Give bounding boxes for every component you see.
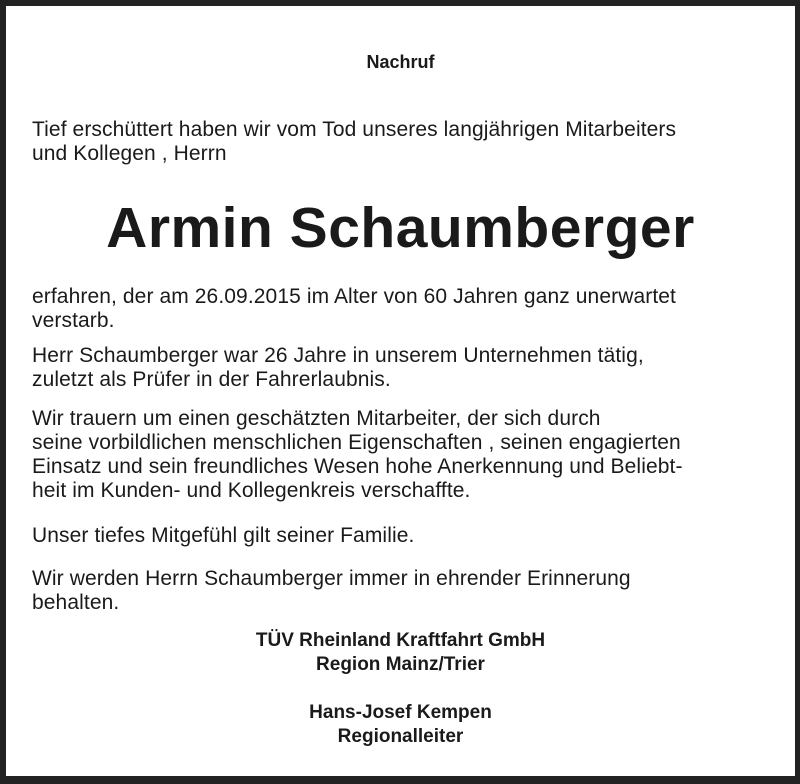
text-line: Wir werden Herrn Schaumberger immer in ehrender Erinnerung	[32, 567, 631, 590]
text-line: heit im Kunden- und Kollegenkreis verschaffte.	[32, 479, 471, 502]
intro-line: Tief erschüttert haben wir vom Tod unseres langjährigen Mitarbeiters	[32, 118, 677, 141]
deceased-name: Armin Schaumberger	[106, 196, 695, 260]
text-line: zuletzt als Prüfer in der Fahrerlaubnis.	[32, 368, 391, 391]
text-line: behalten.	[32, 591, 120, 614]
notice-title: Nachruf	[366, 52, 435, 72]
text-line: verstarb.	[32, 309, 115, 332]
text-line: Herr Schaumberger war 26 Jahre in unserem Unternehmen tätig,	[32, 344, 644, 367]
signature-region: Region Mainz/Trier	[316, 654, 485, 675]
text-line: Wir trauern um einen geschätzten Mitarbeiter, der sich durch	[32, 407, 601, 430]
text-line: Einsatz und sein freundliches Wesen hohe Anerkennung und Beliebt-	[32, 455, 683, 478]
signature-person: Hans-Josef Kempen	[309, 702, 492, 723]
signature-role: Regionalleiter	[337, 726, 464, 747]
signature-company: TÜV Rheinland Kraftfahrt GmbH	[255, 630, 546, 651]
text-line: erfahren, der am 26.09.2015 im Alter von 60 Jahren ganz unerwartet	[32, 285, 676, 308]
text-line: seine vorbildlichen menschlichen Eigenschaften , seinen engagierten	[32, 431, 681, 454]
intro-line: und Kollegen , Herrn	[32, 142, 227, 165]
text-line: Unser tiefes Mitgefühl gilt seiner Familie.	[32, 524, 415, 547]
